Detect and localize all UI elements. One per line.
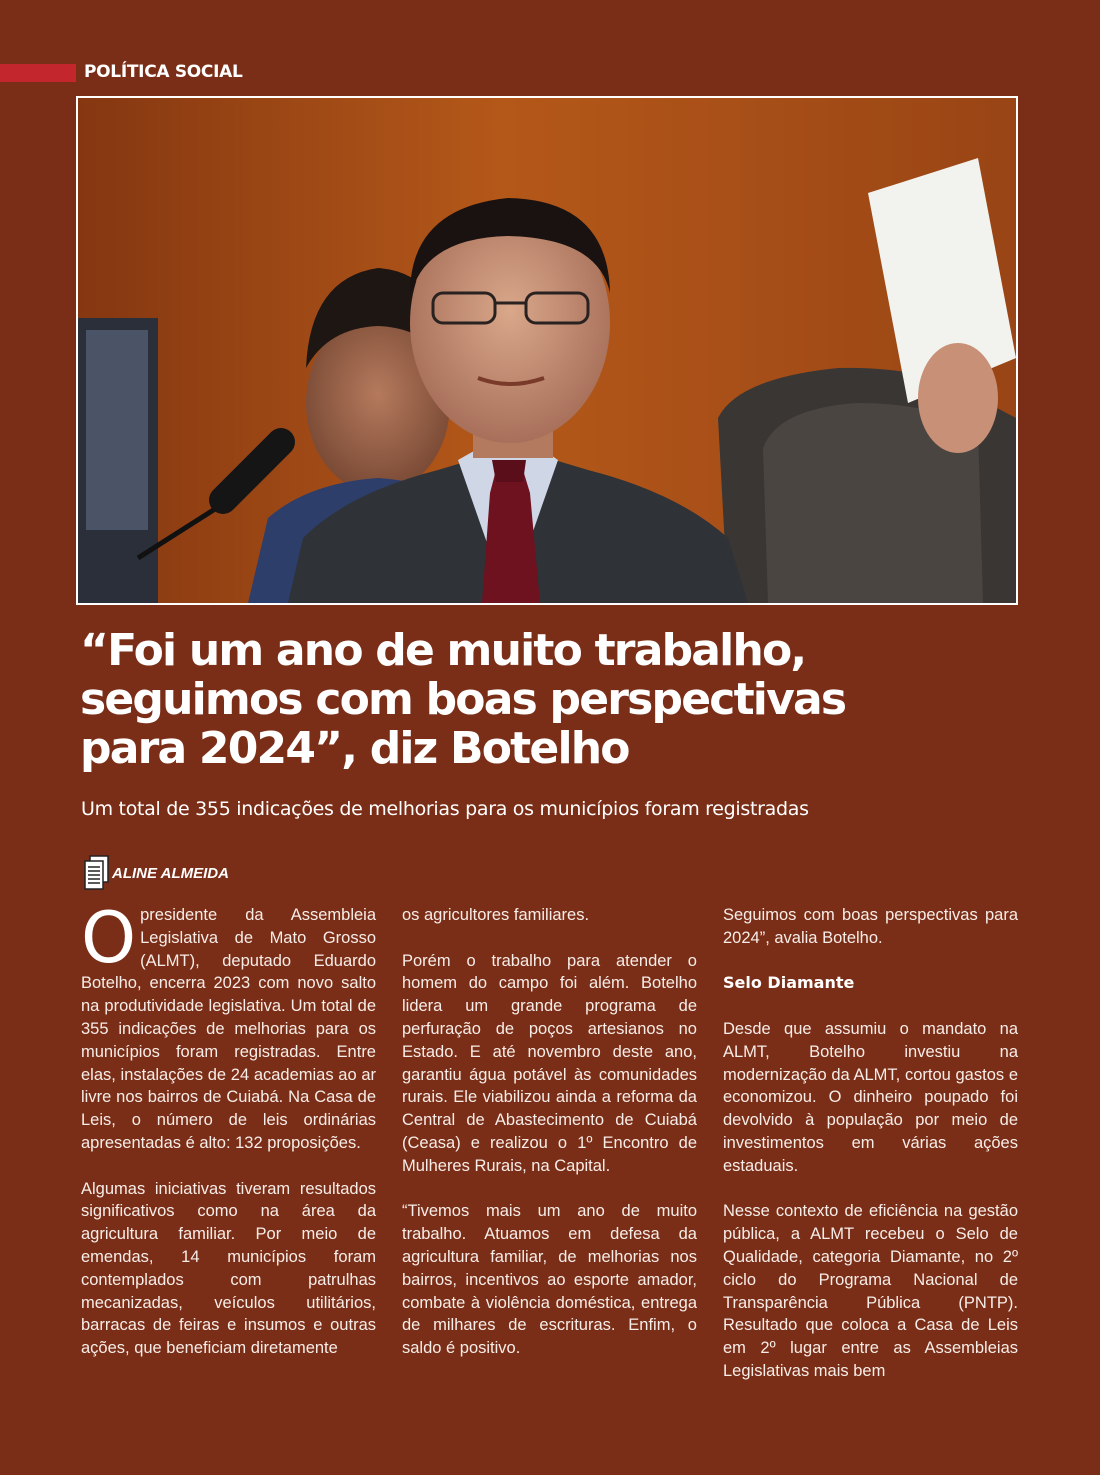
byline (84, 854, 229, 892)
paragraph: Opresidente da Assembleia Legislativa de Mato Grosso (ALMT), deputado Eduardo Botelho, encerra 2023 com novo salto na produtividade legislativa. Um total de 355 indicações de melhorias para os municípios foram registradas. Entre elas, instalações de 24 academias ao ar livre nos bairros de Cuiabá. Na Casa de Leis, o número de leis ordinárias apresentadas é alto: 132 proposições. (81, 897, 376, 1152)
paragraph: Seguimos com boas perspectivas para 2024”, avalia Botelho. (723, 906, 1018, 947)
headline: “Foi um ano de muito trabalho, seguimos com boas perspectivas para 2024”, diz Botelho (80, 625, 846, 774)
article-column-2 (402, 904, 697, 1383)
author-name: ALINE ALMEIDA (112, 864, 229, 882)
paragraph: Algumas iniciativas tiveram resultados significativos como na área da agricultura familiar. Por meio de emendas, 14 municípios foram contemplados com patrulhas mecanizadas, veículos utilitários, barracas de feiras e insumos e outras ações, que beneficiam diretamente (81, 1179, 376, 1358)
paragraph: Nesse contexto de eficiência na gestão pública, a ALMT recebeu o Selo de Qualidade, categoria Diamante, no 2º ciclo do Programa Nacional de Transparência Pública (PNTP). Resultado que coloca a Casa de Leis em 2º lugar entre as Assembleias Legislativas mais bem (723, 1202, 1018, 1380)
article-column-3 (723, 904, 1018, 1406)
subheading: Selo Diamante (723, 973, 855, 993)
subtitle: Um total de 355 indicações de melhorias para os municípios foram registradas (81, 798, 809, 820)
drop-cap: O (81, 897, 137, 979)
document-icon (84, 855, 110, 891)
paragraph: “Tivemos mais um ano de muito trabalho. Atuamos em defesa da agricultura familiar, de melhorias nos bairros, incentivos ao esporte amador, combate à violência doméstica, entrega de milhares de escrituras. Enfim, o saldo é positivo. (402, 1202, 697, 1358)
article-photo (76, 96, 1018, 605)
section-label: POLÍTICA SOCIAL (84, 62, 243, 82)
section-accent-bar (0, 64, 76, 82)
paragraph: os agricultores familiares. (402, 906, 590, 924)
article-column-1 (81, 897, 376, 1383)
paragraph: Porém o trabalho para atender o homem do campo foi além. Botelho lidera um grande programa de perfuração de poços artesianos no Estado. E até novembro deste ano, garantiu água potável às comunidades rurais. Ele viabilizou ainda a reforma da Central de Abastecimento de Cuiabá (Ceasa) e realizou o 1º Encontro de Mulheres Rurais, na Capital. (402, 951, 697, 1175)
paragraph: Desde que assumiu o mandato na ALMT, Botelho investiu na modernização da ALMT, cortou gastos e economizou. O dinheiro poupado foi devolvido à população por meio de investimentos em várias ações estaduais. (723, 1019, 1018, 1175)
photo-of-speaker-icon (78, 98, 1016, 603)
